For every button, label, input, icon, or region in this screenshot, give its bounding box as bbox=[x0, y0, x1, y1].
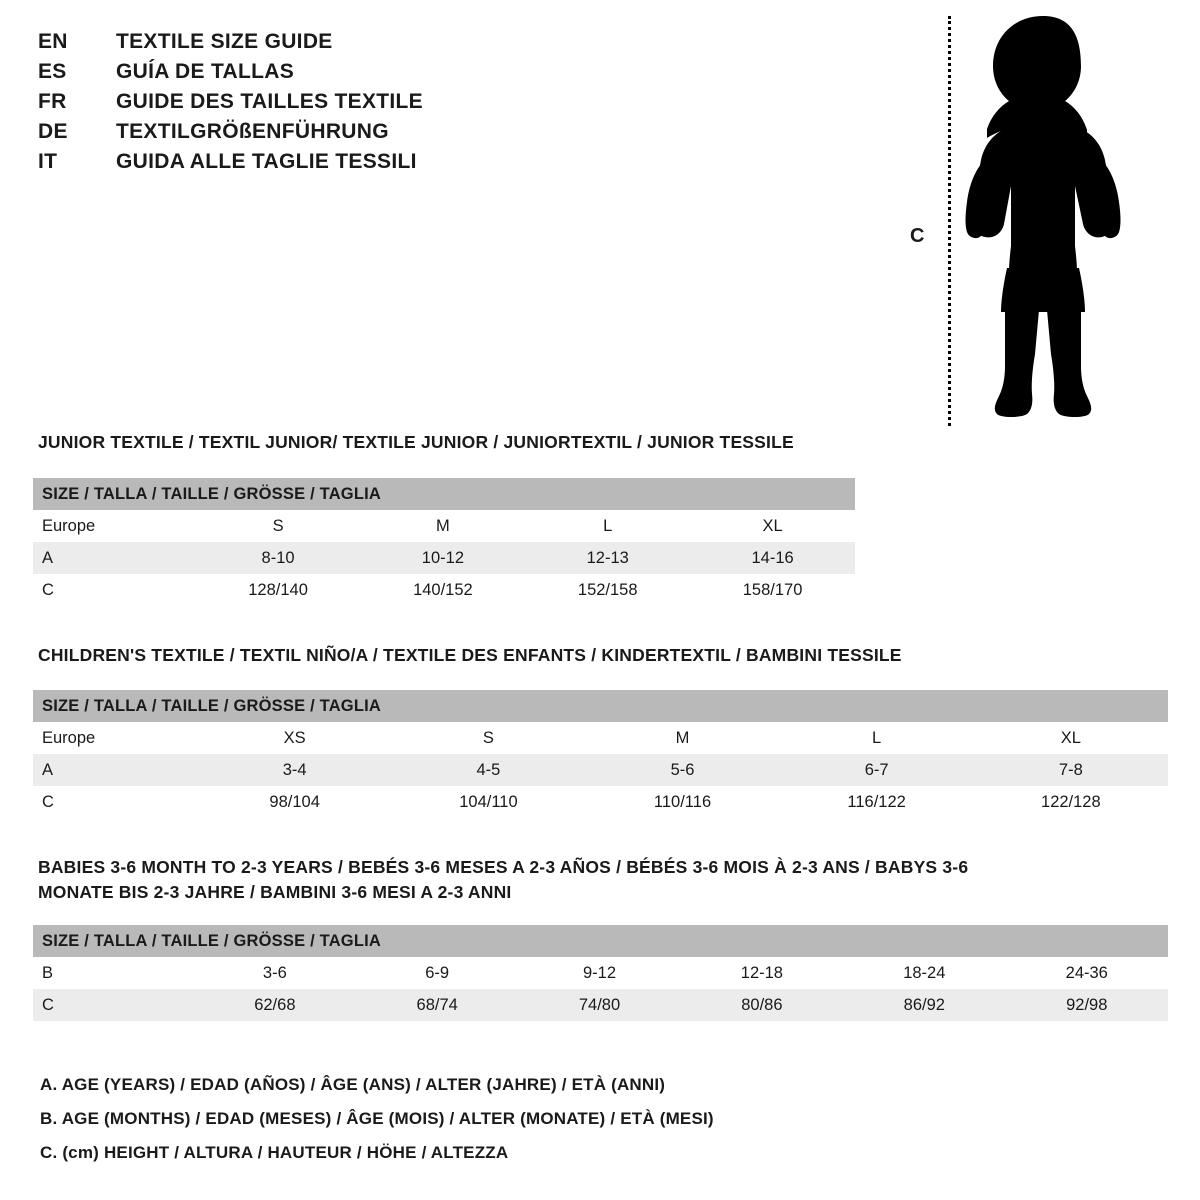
language-code: DE bbox=[38, 120, 68, 143]
cell: 3-4 bbox=[198, 754, 391, 786]
section-heading-junior: JUNIOR TEXTILE / TEXTIL JUNIOR/ TEXTILE JUNIOR / JUNIORTEXTIL / JUNIOR TESSILE bbox=[38, 432, 794, 452]
cell: 74/80 bbox=[518, 989, 680, 1021]
cell: 128/140 bbox=[196, 574, 361, 606]
row-label: B bbox=[33, 957, 194, 989]
legend-line-a: A. AGE (YEARS) / EDAD (AÑOS) / ÂGE (ANS) / ALTER (JAHRE) / ETÀ (ANNI) bbox=[40, 1075, 666, 1094]
cell: 104/110 bbox=[391, 786, 585, 818]
table-row bbox=[33, 754, 1168, 786]
cell: 7-8 bbox=[974, 754, 1168, 786]
table-band-label: SIZE / TALLA / TAILLE / GRÖSSE / TAGLIA bbox=[33, 690, 1168, 722]
table-band-label: SIZE / TALLA / TAILLE / GRÖSSE / TAGLIA bbox=[33, 478, 855, 510]
table-band-row bbox=[33, 925, 1168, 957]
cell: 5-6 bbox=[586, 754, 780, 786]
language-code: EN bbox=[38, 30, 68, 53]
cell: 4-5 bbox=[391, 754, 585, 786]
cell: 122/128 bbox=[974, 786, 1168, 818]
cell: XL bbox=[690, 510, 855, 542]
row-label: C bbox=[33, 574, 196, 606]
table-band-row bbox=[33, 478, 855, 510]
row-label: Europe bbox=[33, 510, 196, 542]
language-title-block bbox=[38, 30, 598, 180]
cell: 158/170 bbox=[690, 574, 855, 606]
cell: 92/98 bbox=[1006, 989, 1168, 1021]
table-band-label: SIZE / TALLA / TAILLE / GRÖSSE / TAGLIA bbox=[33, 925, 1168, 957]
cell: XS bbox=[198, 722, 391, 754]
language-code: ES bbox=[38, 60, 67, 83]
table-row bbox=[33, 957, 1168, 989]
cell: 140/152 bbox=[360, 574, 525, 606]
language-row bbox=[38, 150, 598, 180]
language-title: GUIDA ALLE TAGLIE TESSILI bbox=[116, 150, 417, 173]
height-figure bbox=[900, 10, 1170, 430]
cell: 80/86 bbox=[681, 989, 843, 1021]
cell: 9-12 bbox=[518, 957, 680, 989]
table-row bbox=[33, 542, 855, 574]
cell: M bbox=[360, 510, 525, 542]
cell: M bbox=[586, 722, 780, 754]
table-junior bbox=[33, 478, 855, 606]
cell: 8-10 bbox=[196, 542, 361, 574]
section-heading-children: CHILDREN'S TEXTILE / TEXTIL NIÑO/A / TEXTILE DES ENFANTS / KINDERTEXTIL / BAMBINI TESSILE bbox=[38, 645, 902, 665]
language-title: GUÍA DE TALLAS bbox=[116, 60, 295, 83]
language-row bbox=[38, 30, 598, 60]
cell: 98/104 bbox=[198, 786, 391, 818]
table-row bbox=[33, 722, 1168, 754]
cell: L bbox=[780, 722, 974, 754]
table-band-row bbox=[33, 690, 1168, 722]
cell: 110/116 bbox=[586, 786, 780, 818]
row-label: A bbox=[33, 754, 198, 786]
height-marker-label: C bbox=[910, 225, 925, 247]
cell: S bbox=[196, 510, 361, 542]
table-row bbox=[33, 510, 855, 542]
table-row bbox=[33, 574, 855, 606]
cell: 12-18 bbox=[681, 957, 843, 989]
cell: 6-7 bbox=[780, 754, 974, 786]
cell: S bbox=[391, 722, 585, 754]
row-label: Europe bbox=[33, 722, 198, 754]
cell: 18-24 bbox=[843, 957, 1005, 989]
child-silhouette-icon bbox=[935, 10, 1155, 430]
row-label: C bbox=[33, 786, 198, 818]
language-title: GUIDE DES TAILLES TEXTILE bbox=[116, 90, 423, 113]
table-row bbox=[33, 989, 1168, 1021]
table-row bbox=[33, 786, 1168, 818]
cell: 3-6 bbox=[194, 957, 356, 989]
cell: 24-36 bbox=[1006, 957, 1168, 989]
table-babies bbox=[33, 925, 1168, 1021]
row-label: C bbox=[33, 989, 194, 1021]
cell: 86/92 bbox=[843, 989, 1005, 1021]
cell: 62/68 bbox=[194, 989, 356, 1021]
language-row bbox=[38, 60, 598, 90]
language-title: TEXTILE SIZE GUIDE bbox=[116, 30, 333, 53]
table-children bbox=[33, 690, 1168, 818]
cell: 14-16 bbox=[690, 542, 855, 574]
legend-block bbox=[40, 1068, 1040, 1170]
cell: 10-12 bbox=[360, 542, 525, 574]
cell: 152/158 bbox=[525, 574, 690, 606]
cell: 68/74 bbox=[356, 989, 518, 1021]
cell: 6-9 bbox=[356, 957, 518, 989]
cell: XL bbox=[974, 722, 1168, 754]
language-code: FR bbox=[38, 90, 67, 113]
cell: 116/122 bbox=[780, 786, 974, 818]
language-row bbox=[38, 120, 598, 150]
row-label: A bbox=[33, 542, 196, 574]
legend-line-c: C. (cm) HEIGHT / ALTURA / HAUTEUR / HÖHE / ALTEZZA bbox=[40, 1143, 509, 1162]
legend-line-b: B. AGE (MONTHS) / EDAD (MESES) / ÂGE (MOIS) / ALTER (MONATE) / ETÀ (MESI) bbox=[40, 1109, 714, 1128]
section-heading-babies: BABIES 3-6 MONTH TO 2-3 YEARS / BEBÉS 3-6 MESES A 2-3 AÑOS / BÉBÉS 3-6 MOIS À 2-3 ANS / BABYS 3-6 MONATE BIS 2-3 JAHRE / BAMBINI 3-6 MESI A 2-3 ANNI bbox=[38, 857, 969, 903]
language-code: IT bbox=[38, 150, 58, 173]
language-row bbox=[38, 90, 598, 120]
cell: 12-13 bbox=[525, 542, 690, 574]
language-title: TEXTILGRÖßENFÜHRUNG bbox=[116, 120, 389, 143]
cell: L bbox=[525, 510, 690, 542]
